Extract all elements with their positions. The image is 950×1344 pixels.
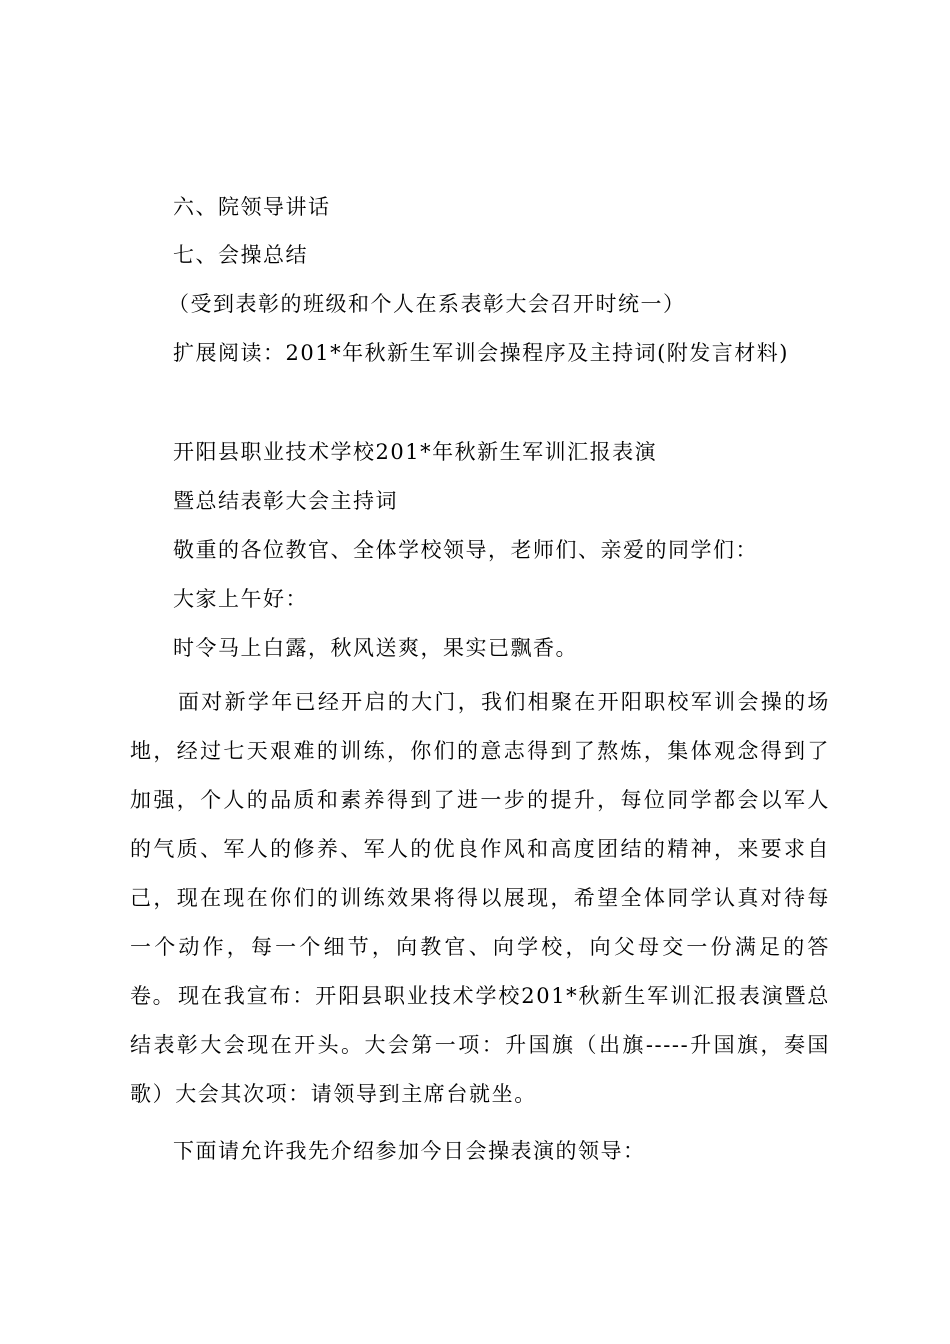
season-line: 时令马上白露，秋风送爽，果实已飘香。 (173, 636, 578, 660)
extended-reading-title: 扩展阅读：201*年秋新生军训会操程序及主持词(附发言材料) (173, 341, 789, 365)
item-six: 六、院领导讲话 (173, 195, 331, 219)
speech-title-line1: 开阳县职业技术学校201*年秋新生军训汇报表演 (173, 440, 658, 464)
note-commendation: （受到表彰的班级和个人在系表彰大会召开时统一） (168, 292, 686, 316)
introduce-leaders-line: 下面请允许我先介绍参加今日会操表演的领导： (173, 1139, 646, 1163)
greeting: 大家上午好： (173, 587, 308, 611)
paragraph-training: 面对新学年已经开启的大门，我们相聚在开阳职校军训会操的场地，经过七天艰难的训练，你们的意志得到了熬炼，集体观念得到了加强，个人的品质和素养得到了进一步的提升，每位同学都会以军人的气质、军人的修养、军人的优良作风和高度团结的精神，来要求自己，现在现在你们的训练效果将得以展现，希望全体同学认真对待每一个动作，每一个细节，向教官、向学校，向父母交一份满足的答卷。 (130, 690, 830, 1008)
item-seven: 七、会操总结 (173, 243, 308, 267)
paragraph-announcement: 现在我宣布：开阳县职业技术学校201*秋新生军训汇报表演暨总结表彰大会现在开头。大会第一项：升国旗（出旗-----升国旗，奏国歌）大会其次项：请领导到主席台就坐。 (130, 984, 830, 1106)
speech-title-line2: 暨总结表彰大会主持词 (173, 489, 398, 513)
salutation: 敬重的各位教官、全体学校领导，老师们、亲爱的同学们： (173, 538, 758, 562)
